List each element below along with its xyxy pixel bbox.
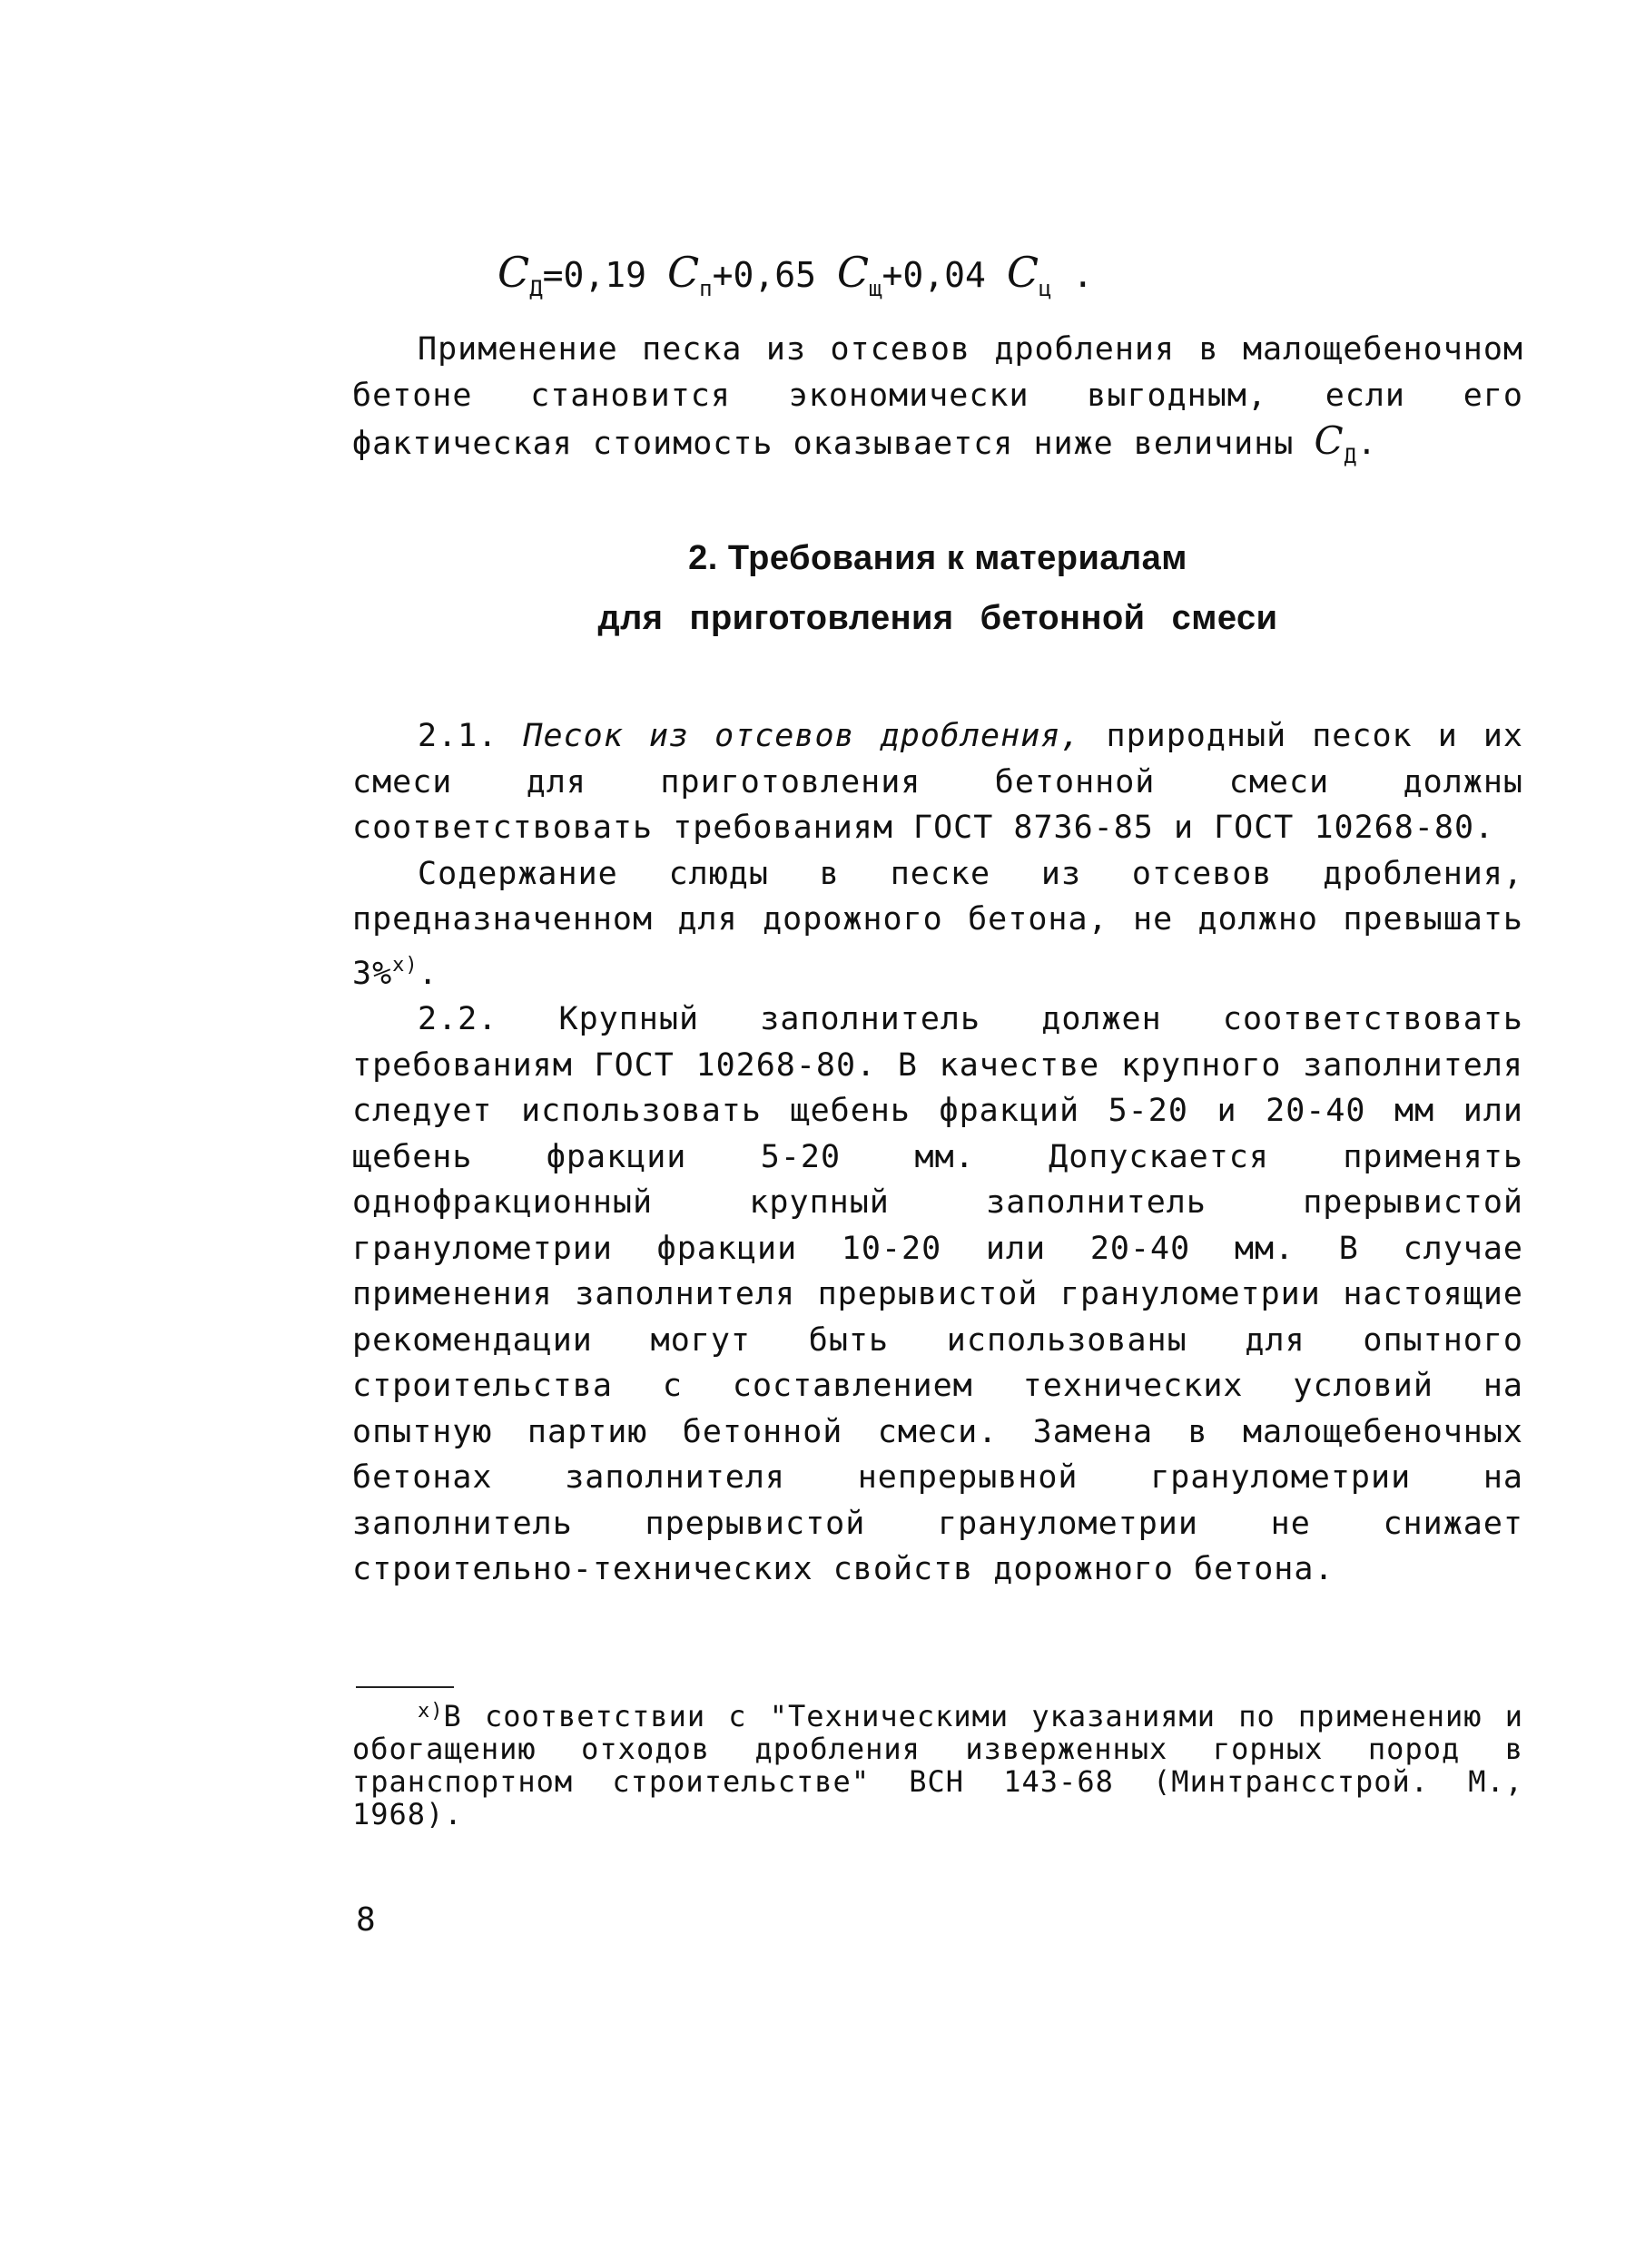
formula-symbol: C [1006,248,1039,297]
paragraph-2-1-text: природный песок и их смеси для приготовления бетонной смеси должны соответствовать требованиям ГОСТ 8736-85 и ГОСТ 10268-80. [352,718,1523,846]
cost-formula [497,247,1093,314]
inline-symbol: C [1314,418,1345,463]
formula-symbol: C [836,248,870,297]
intro-paragraph [352,327,1523,481]
mica-text: Содержание слюды в песке из отсевов дробления, предназначенном для дорожного бетона, не должно превышать 3% [352,855,1523,992]
intro-text: Применение песка из отсевов дробления в малощебеночном бетоне становится экономически выгодным, если его фактическая стоимость оказывается ниже величины [352,331,1523,462]
formula-subscript: ц [1039,276,1052,301]
footnote-reference: x) [392,953,419,977]
section-heading-line-1: 2. Требования к материалам [688,539,1187,577]
formula-term: +0,04 [882,255,1007,295]
formula-symbol: C [497,248,530,297]
page-number: 8 [356,1901,376,1939]
mica-end: . [418,955,438,992]
intro-paragraph-block [352,327,1523,481]
section-heading [352,528,1523,648]
intro-symbol [1314,418,1357,468]
footnote-divider [356,1686,454,1688]
formula-subscript: Д [529,276,543,301]
formula-term: =0,19 [542,255,667,295]
formula-term: . [1051,255,1094,295]
formula-subscript: щ [869,276,882,301]
footnote [352,1695,1523,1831]
main-text-block [352,713,1523,1593]
intro-end: . [1356,426,1377,462]
paragraph-2-1-number: 2.1. [418,718,498,754]
mica-paragraph [352,851,1523,997]
section-heading-line-2: для приготовления бетонной смеси [597,599,1278,637]
paragraph-2-1 [352,713,1523,851]
formula-symbol: C [666,248,700,297]
paragraph-2-1-italic: Песок из отсевов дробления, [497,718,1081,754]
inline-subscript: Д [1344,446,1357,468]
paragraph-2-2: 2.2. Крупный заполнитель должен соответствовать требованиям ГОСТ 10268-80. В качестве крупного заполнителя следует использовать щебень фракций 5-20 и 20-40 мм или щебень фракции 5-20 мм. Допускается применять однофракционный крупный заполнитель прерывистой гранулометрии фракции 10-20 или 20-40 мм. В случае применения заполнителя прерывистой гранулометрии настоящие рекомендации могут быть использованы для опытного строительства с составлением технических условий на опытную партию бетонной смеси. Замена в малощебеночных бетонах заполнителя непрерывной гранулометрии на заполнитель прерывистой гранулометрии не снижает строительно-технических свойств дорожного бетона. [352,1001,1523,1587]
footnote-marker: x) [418,1700,444,1723]
formula-subscript: п [699,276,713,301]
footnote-text: В соответствии с "Техническими указаниями по применению и обогащению отходов дробления изверженных горных пород в транспортном строительстве" ВСН 143-68 (Минтрансстрой. М., 1968). [352,1699,1523,1831]
formula-term: +0,65 [712,255,837,295]
